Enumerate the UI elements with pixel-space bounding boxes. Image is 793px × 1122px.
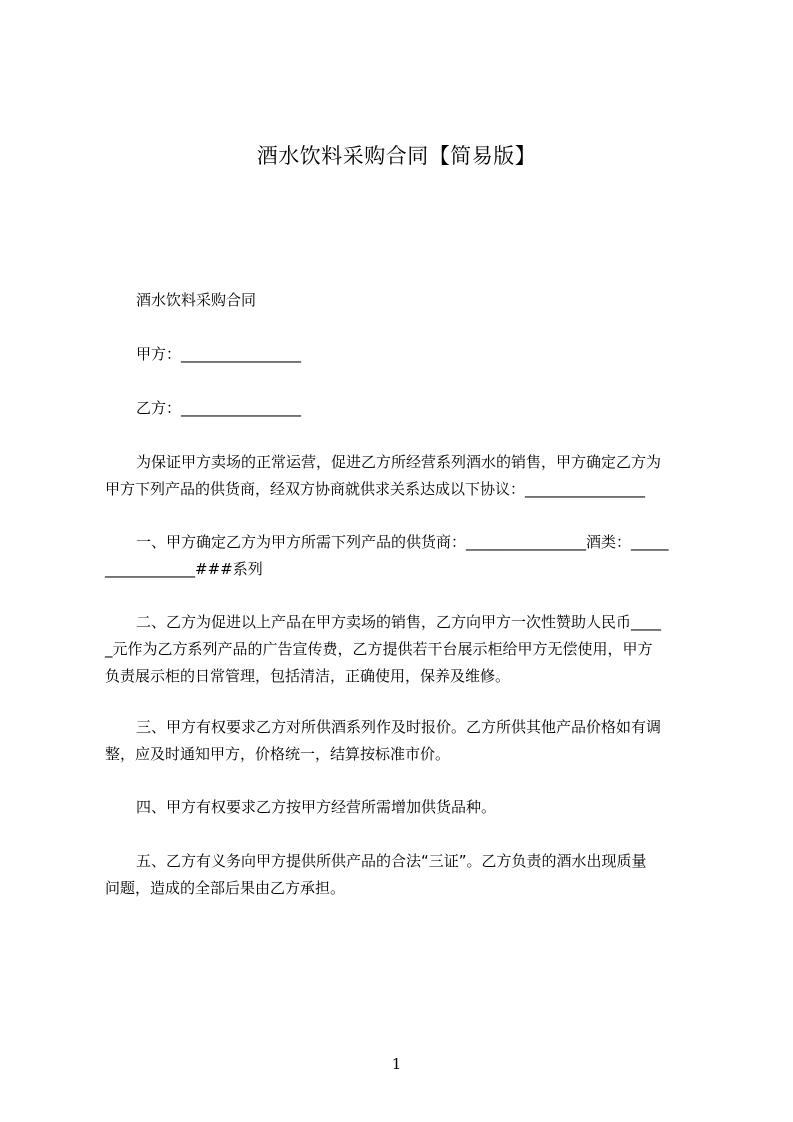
- intro-line-2: 甲方下列产品的供货商，经双方协商就供求关系达成以下协议：________________: [105, 480, 646, 498]
- clause-3-line-1: 三、甲方有权要求乙方对所供酒系列作及时报价。乙方所供其他产品价格如有调: [136, 718, 662, 736]
- clause-2-line-2: _元作为乙方系列产品的广告宣传费，乙方提供若干台展示柜给甲方无偿使用，甲方: [105, 640, 653, 658]
- clause-3-line-2: 整，应及时通知甲方，价格统一，结算按标准市价。: [105, 745, 451, 763]
- clause-5: [105, 848, 715, 902]
- clause-3: [105, 714, 715, 768]
- document-title: 酒水饮料采购合同【简易版】: [256, 144, 537, 168]
- clause-2-line-1: 二、乙方为促进以上产品在甲方卖场的销售，乙方向甲方一次性赞助人民币____: [136, 613, 662, 631]
- party-b-line: [105, 395, 715, 422]
- clause-1: [105, 529, 715, 583]
- clause-2: [105, 609, 715, 690]
- clause-5-line-1: 五、乙方有义务向甲方提供所供产品的合法“三证”。乙方负责的酒水出现质量: [136, 852, 647, 870]
- clause-4-line-1: 四、甲方有权要求乙方按甲方经营所需增加供货品种。: [136, 798, 497, 816]
- clause-5-line-2: 问题，造成的全部后果由乙方承担。: [105, 879, 346, 897]
- clause-1-line-1: 一、甲方确定乙方为甲方所需下列产品的供货商：________________酒类：_____: [136, 533, 669, 551]
- intro-line-1: 为保证甲方卖场的正常运营，促进乙方所经营系列酒水的销售，甲方确定乙方为: [136, 453, 662, 471]
- party-a-line: [105, 341, 715, 368]
- party-a-text: 甲方：________________: [136, 345, 302, 363]
- clause-1-line-2: ____________###系列: [105, 560, 263, 578]
- clause-2-line-3: 负责展示柜的日常管理，包括清洁，正确使用，保养及维修。: [105, 667, 511, 685]
- contract-heading: [105, 287, 715, 314]
- page-number: 1: [391, 1055, 402, 1073]
- contract-heading-text: 酒水饮料采购合同: [136, 291, 257, 309]
- party-b-text: 乙方：________________: [136, 399, 302, 417]
- intro-paragraph: [105, 449, 715, 503]
- clause-4: [105, 794, 715, 821]
